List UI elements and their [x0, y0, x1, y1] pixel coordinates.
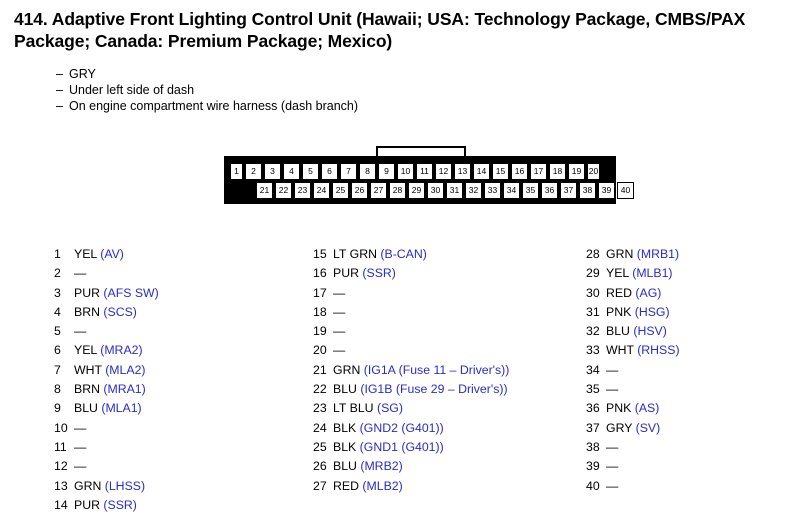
pin-wire-color: GRY: [606, 420, 633, 435]
pin-circuit-code: (MLB2): [362, 478, 403, 493]
pin-list-item: [313, 322, 509, 341]
pin-circuit-code: (AV): [100, 247, 124, 261]
pin-list-item: [313, 380, 509, 399]
pin-circuit-code: (MRA1): [103, 382, 146, 397]
pin-column-1: [54, 245, 159, 515]
pin-empty-dash: —: [333, 343, 346, 358]
pin-wire-color: GRN: [333, 362, 361, 377]
connector-pin: 22: [275, 182, 292, 199]
pin-wire-color: BRN: [74, 382, 100, 397]
pin-empty-dash: —: [333, 285, 346, 300]
pin-wire-color: BRN: [74, 304, 100, 319]
title-number: 414.: [14, 9, 48, 29]
pin-list-item: [54, 496, 159, 515]
pin-wire-color: BLU: [74, 401, 98, 416]
pin-number: 33: [586, 343, 600, 358]
pin-list-item: [54, 477, 159, 496]
connector-pin: 36: [541, 182, 558, 199]
pin-wire-color: YEL: [74, 247, 97, 261]
pin-list-item: [54, 419, 159, 438]
pin-empty-dash: —: [74, 439, 87, 454]
pin-list-item: [586, 303, 680, 322]
pin-wire-color: LT BLU: [333, 401, 374, 416]
pin-number: 6: [54, 343, 61, 358]
pin-list-item: [54, 457, 159, 476]
pin-list-item: [313, 264, 509, 283]
pin-circuit-code: (HSV): [633, 324, 667, 339]
connector-pin: 17: [530, 163, 547, 180]
bullet-label: GRY: [69, 67, 96, 81]
connector-pin: 31: [446, 182, 463, 199]
pin-wire-color: BLU: [606, 324, 630, 339]
pin-circuit-code: (SCS): [103, 304, 137, 319]
pin-number: 12: [54, 459, 68, 474]
pin-number: 1: [54, 247, 61, 261]
pin-number: 27: [313, 478, 327, 493]
pin-circuit-code: (AG): [635, 285, 662, 300]
pin-wire-color: PUR: [333, 266, 359, 281]
pin-list-item: [586, 380, 680, 399]
connector-pin: 4: [283, 163, 300, 180]
pin-circuit-code: (RHSS): [637, 343, 680, 358]
pin-number: 31: [586, 304, 600, 319]
pin-list-item: [313, 303, 509, 322]
connector-pin: 23: [294, 182, 311, 199]
pin-circuit-code: (SSR): [103, 497, 137, 512]
pin-circuit-code: (SV): [635, 420, 661, 435]
pin-list-item: [54, 284, 159, 303]
pin-number: 26: [313, 459, 327, 474]
connector-pin: 8: [359, 163, 376, 180]
pin-circuit-code: (MLB1): [632, 266, 673, 281]
pin-wire-color: PNK: [606, 401, 632, 416]
page-title: [14, 8, 786, 53]
connector-pin: 27: [370, 182, 387, 199]
pin-list-item: [313, 457, 509, 476]
pin-circuit-code: (AFS SW): [103, 285, 159, 300]
pin-list-item: [313, 245, 509, 264]
pin-circuit-code: (HSG): [634, 304, 670, 319]
pin-list-item: [586, 322, 680, 341]
pin-list-item: [313, 399, 509, 418]
pin-number: 34: [586, 362, 600, 377]
pin-circuit-code: (LHSS): [104, 478, 146, 493]
pin-number: 35: [586, 382, 600, 397]
connector-pin: 21: [256, 182, 273, 199]
pin-number: 21: [313, 362, 327, 377]
pin-wire-color: BLU: [333, 459, 357, 474]
pin-wire-color: WHT: [606, 343, 634, 358]
pin-list-item: [313, 341, 509, 360]
connector-pin: 25: [332, 182, 349, 199]
pin-number: 19: [313, 324, 327, 339]
pin-number: 3: [54, 285, 61, 300]
pin-number: 13: [54, 478, 68, 493]
connector-pin: 32: [465, 182, 482, 199]
pin-list-item: [586, 457, 680, 476]
connector-pin: 30: [427, 182, 444, 199]
pin-column-3: [586, 245, 680, 496]
pin-circuit-code: (SSR): [362, 266, 396, 281]
pin-number: 11: [54, 439, 67, 454]
bullet-dash-icon: –: [56, 99, 63, 114]
pin-number: 7: [54, 362, 61, 377]
pin-number: 20: [313, 343, 327, 358]
connector-pin-row-bottom: [256, 182, 636, 199]
pin-list-item: [54, 438, 159, 457]
pin-number: 2: [54, 266, 61, 281]
pin-number: 14: [54, 497, 68, 512]
pin-list-item: [586, 264, 680, 283]
pin-number: 39: [586, 459, 600, 474]
bullet-item: [56, 82, 358, 98]
pin-list-item: [586, 477, 680, 496]
pin-number: 18: [313, 304, 327, 319]
pin-circuit-code: (B-CAN): [380, 247, 427, 261]
pin-circuit-code: (IG1A (Fuse 11 – Driver's)): [363, 362, 510, 377]
connector-pin: 18: [549, 163, 566, 180]
connector-pin: 11: [416, 163, 433, 180]
connector-pin: 33: [484, 182, 501, 199]
pin-number: 9: [54, 401, 61, 416]
pin-number: 38: [586, 439, 600, 454]
pin-empty-dash: —: [74, 459, 87, 474]
connector-pin: 7: [340, 163, 357, 180]
pin-number: 32: [586, 324, 600, 339]
pin-number: 30: [586, 285, 600, 300]
connector-pin: 24: [313, 182, 330, 199]
pin-empty-dash: —: [606, 459, 619, 474]
connector-pin: 14: [473, 163, 490, 180]
pin-empty-dash: —: [606, 478, 619, 493]
pin-list-item: [586, 419, 680, 438]
pin-list-item: [313, 284, 509, 303]
pin-wire-color: PUR: [74, 497, 100, 512]
pin-circuit-code: (GND1 (G401)): [359, 439, 444, 454]
pin-list-item: [313, 419, 509, 438]
connector-pin: 13: [454, 163, 471, 180]
connector-pin: 5: [302, 163, 319, 180]
connector-pin: 6: [321, 163, 338, 180]
pin-wire-color: WHT: [74, 362, 102, 377]
pin-number: 4: [54, 304, 61, 319]
pin-list-item: [54, 341, 159, 360]
pin-number: 17: [313, 285, 327, 300]
pin-list-item: [586, 245, 680, 264]
bullet-label: On engine compartment wire harness (dash branch): [69, 99, 359, 114]
connector-pin-row-top: [230, 163, 602, 180]
pin-circuit-code: (GND2 (G401)): [359, 420, 444, 435]
connector-pin: 19: [568, 163, 585, 180]
pin-circuit-code: (IG1B (Fuse 29 – Driver's)): [360, 382, 508, 397]
pin-number: 29: [586, 266, 600, 281]
pin-list-item: [54, 380, 159, 399]
connector-pin: 15: [492, 163, 509, 180]
pin-number: 37: [586, 420, 600, 435]
connector-pin: 10: [397, 163, 414, 180]
pin-wire-color: BLK: [333, 420, 357, 435]
bullet-dash-icon: –: [56, 67, 63, 81]
pin-circuit-code: (MRB2): [360, 459, 403, 474]
bullet-item: [56, 66, 358, 82]
pin-list-item: [586, 341, 680, 360]
connector-pin: 3: [264, 163, 281, 180]
connector-pin: 16: [511, 163, 528, 180]
pin-number: 36: [586, 401, 600, 416]
pin-column-2: [313, 245, 509, 496]
pin-list-item: [54, 245, 159, 264]
pin-number: 28: [586, 247, 600, 261]
pin-circuit-code: (MLA2): [105, 362, 146, 377]
pin-list-item: [54, 361, 159, 380]
connector-pin: 12: [435, 163, 452, 180]
pin-number: 22: [313, 382, 327, 397]
pin-list-item: [586, 361, 680, 380]
pin-list-item: [54, 264, 159, 283]
pin-circuit-code: (SG): [376, 401, 403, 416]
pin-number: 15: [313, 247, 327, 261]
pin-wire-color: YEL: [606, 266, 629, 281]
pin-list-item: [313, 477, 509, 496]
connector-pin: 28: [389, 182, 406, 199]
pin-number: 23: [313, 401, 327, 416]
description-bullets: [56, 66, 358, 115]
pin-empty-dash: —: [333, 304, 346, 319]
pin-circuit-code: (MRA2): [100, 343, 143, 358]
pin-empty-dash: —: [74, 420, 87, 435]
pin-circuit-code: (MRB1): [636, 247, 680, 261]
connector-pin: 9: [378, 163, 395, 180]
pin-number: 25: [313, 439, 327, 454]
connector-pin: 26: [351, 182, 368, 199]
pin-wire-color: PNK: [606, 304, 632, 319]
pin-circuit-code: (MLA1): [101, 401, 142, 416]
connector-pin: 40: [617, 182, 634, 199]
pin-list-item: [54, 303, 159, 322]
pin-wire-color: BLK: [333, 439, 357, 454]
pin-wire-color: GRN: [74, 478, 102, 493]
connector-pin: 20: [587, 163, 600, 180]
pin-number: 5: [54, 324, 61, 339]
connector-pin: 1: [230, 163, 243, 180]
connector-pin: 35: [522, 182, 539, 199]
connector-diagram: [224, 146, 631, 206]
pin-wire-color: RED: [606, 285, 632, 300]
pin-number: 16: [313, 266, 327, 281]
connector-pin: 29: [408, 182, 425, 199]
pin-number: 24: [313, 420, 327, 435]
pin-wire-color: PUR: [74, 285, 100, 300]
pin-list-item: [586, 399, 680, 418]
pin-list-item: [54, 399, 159, 418]
pin-empty-dash: —: [606, 439, 619, 454]
pin-empty-dash: —: [606, 362, 619, 377]
bullet-item: [56, 98, 358, 114]
pin-number: 8: [54, 382, 61, 397]
bullet-dash-icon: –: [56, 83, 63, 98]
pin-wire-color: GRN: [606, 247, 634, 261]
pin-circuit-code: (AS): [634, 401, 660, 416]
pin-wire-color: RED: [333, 478, 359, 493]
pin-list-item: [313, 361, 509, 380]
pin-list-item: [586, 438, 680, 457]
pin-number: 40: [586, 478, 600, 493]
pin-empty-dash: —: [74, 324, 87, 339]
pin-empty-dash: —: [333, 324, 346, 339]
pin-list-item: [313, 438, 509, 457]
pin-wire-color: LT GRN: [333, 247, 377, 261]
pin-list-item: [586, 284, 680, 303]
connector-pin: 38: [579, 182, 596, 199]
title-text: Adaptive Front Lighting Control Unit (Hawaii; USA: Technology Package, CMBS/PAX Package; Canada: Premium Package; Mexico): [14, 9, 746, 52]
pin-empty-dash: —: [74, 266, 87, 281]
connector-pin: 34: [503, 182, 520, 199]
pin-number: 10: [54, 420, 68, 435]
connector-pin: 2: [245, 163, 262, 180]
pin-wire-color: YEL: [74, 343, 97, 358]
pin-list-item: [54, 322, 159, 341]
pin-wire-color: BLU: [333, 382, 357, 397]
pin-empty-dash: —: [606, 382, 619, 397]
bullet-label: Under left side of dash: [69, 83, 195, 98]
connector-pin: 39: [598, 182, 615, 199]
connector-pin: 37: [560, 182, 577, 199]
